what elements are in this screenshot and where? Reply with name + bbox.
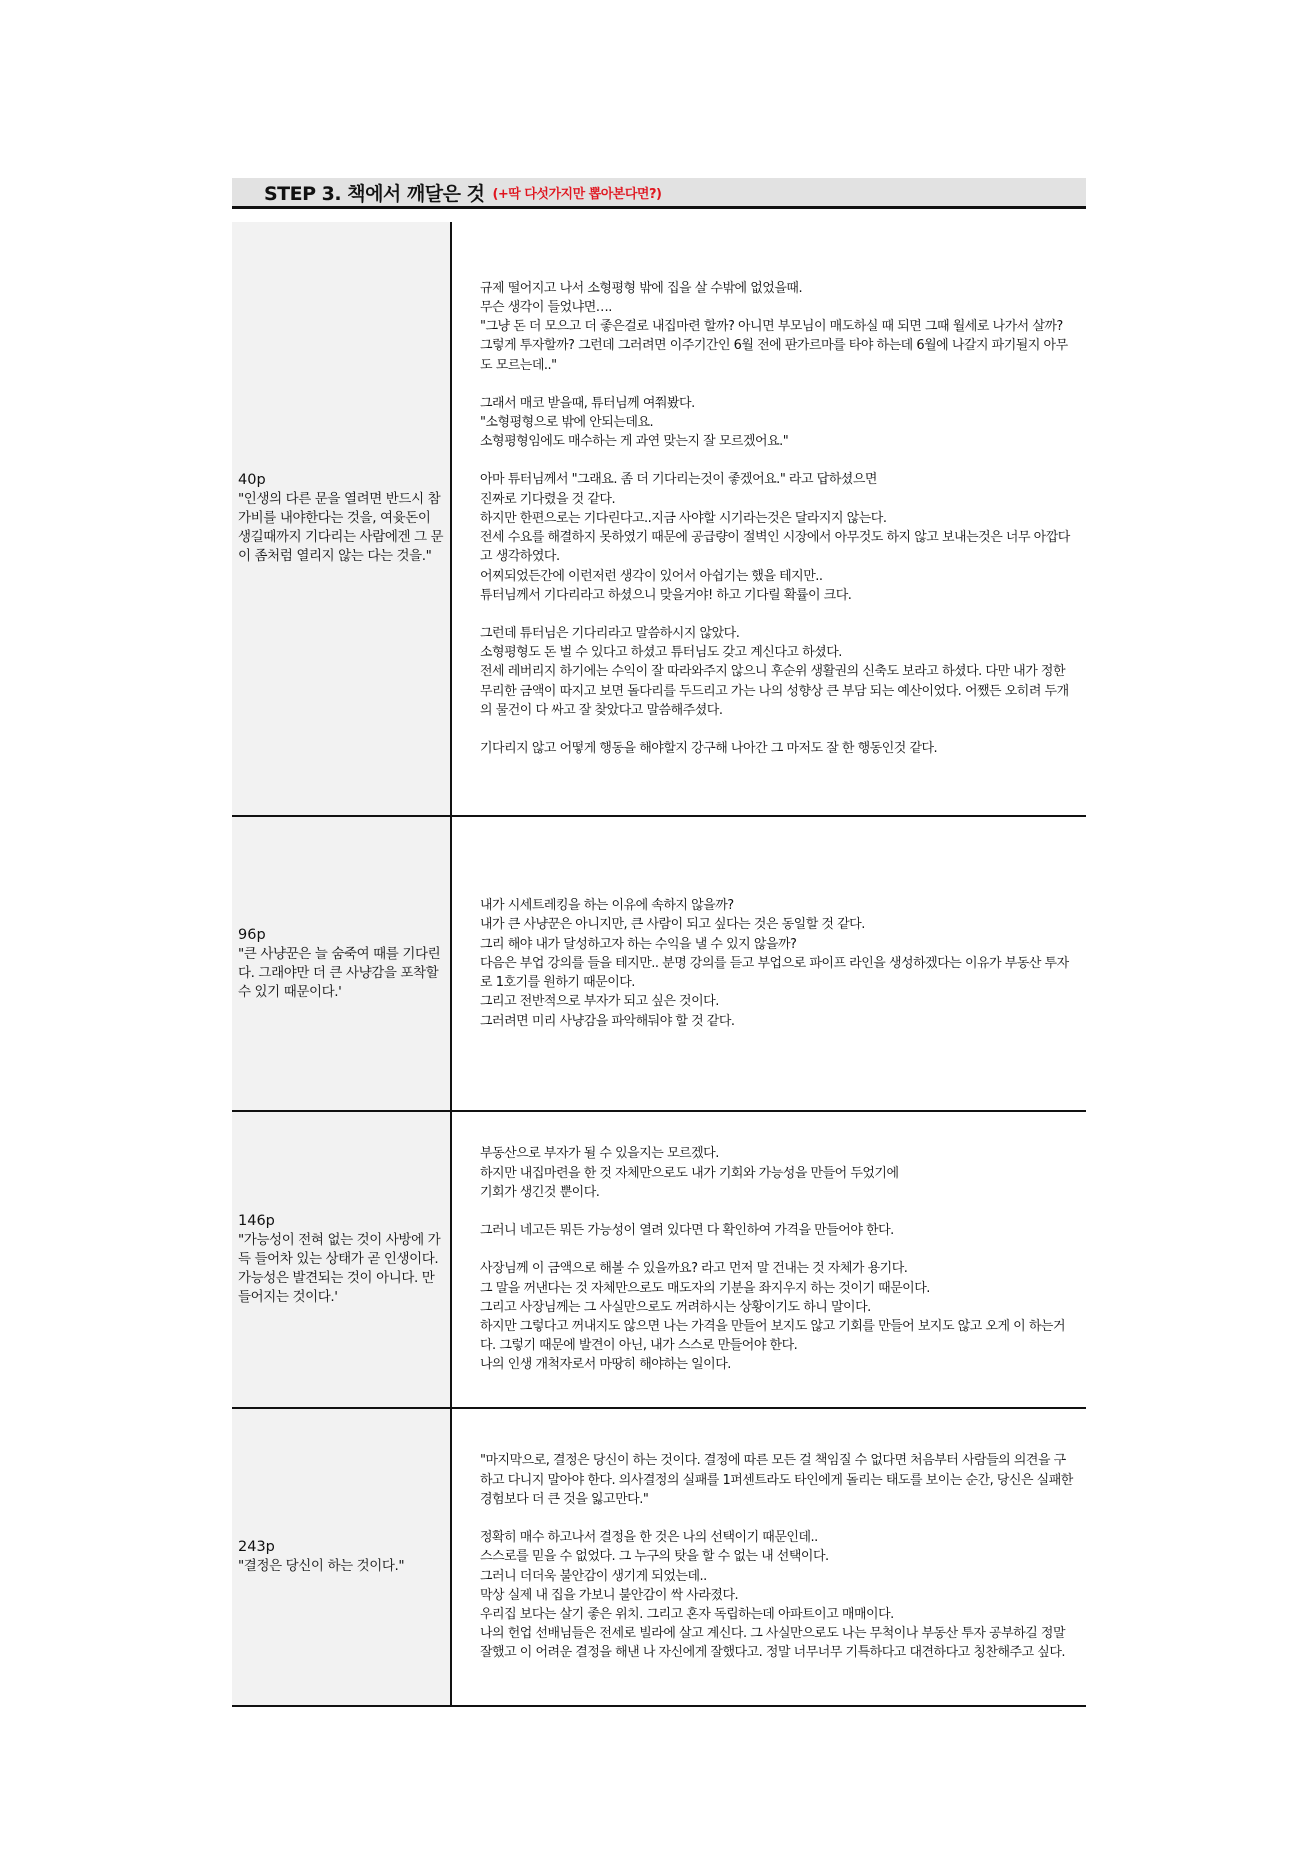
book-quote: "가능성이 전혀 없는 것이 사방에 가득 들어차 있는 상태가 곧 인생이다. 가능성은 발견되는 것이 아니다. 만들어지는 것이다.'	[238, 1232, 441, 1305]
quote-cell	[232, 1409, 452, 1705]
reflection-paragraph: 내가 시세트레킹을 하는 이유에 속하지 않을까? 내가 큰 사냥꾼은 아니지만, 큰 사람이 되고 싶다는 것은 동일할 것 같다. 그리 해야 내가 달성하고자 하는 수익을 낼 수 있지 않을까? 다음은 부업 강의를 들을 테지만.. 분명 강의를 듣고 부업으로 파이프 라인을 생성하겠다는 이유가 부동산 투자로 1호기를 원하기 때문이다. 그리고 전반적으로 부자가 되고 싶은 것이다. 그러려면 미리 사냥감을 파악해둬야 할 것 같다.	[480, 898, 1069, 1029]
table-row	[232, 222, 1086, 817]
book-quote: "결정은 당신이 하는 것이다."	[238, 1558, 405, 1574]
book-quote: "큰 사냥꾼은 늘 숨죽여 때를 기다린다. 그래야만 더 큰 사냥감을 포착할 수 있기 때문이다.'	[238, 945, 441, 1000]
reflection-cell	[452, 817, 1086, 1110]
table-row	[232, 1409, 1086, 1707]
section-header	[232, 178, 1086, 209]
page-number: 146p	[238, 1213, 275, 1229]
reflection-paragraph: 그런데 튜터님은 기다리라고 말씀하시지 않았다. 소형평형도 돈 벌 수 있다고 하셨고 튜터님도 갖고 계신다고 하셨다. 전세 레버리지 하기에는 수익이 잘 따라와주지 않으니 후순위 생활권의 신축도 보라고 하셨다. 다만 내가 정한 무리한 금액이 따지고 보면 돌다리를 두드리고 가는 나의 성향상 큰 부담 되는 예산이었다. 어쨌든 오히려 두개의 물건이 다 싸고 잘 찾았다고 말씀해주셨다.	[480, 625, 1069, 718]
quote-cell	[232, 1112, 452, 1407]
table-row	[232, 817, 1086, 1112]
reflection-paragraph: 규제 떨어지고 나서 소형평형 밖에 집을 살 수밖에 없었을때. 무슨 생각이 들었냐면…. "그냥 돈 더 모으고 더 좋은걸로 내집마련 할까? 아니면 부모님이 매도하실 때 되면 그때 월세로 나가서 살까? 그렇게 투자할까? 그런데 그러려면 이주기간인 6월 전에 판가르마를 타야 하는데 6월에 나갈지 파기될지 아무도 모르는데.."	[480, 280, 1068, 373]
reflection-cell	[452, 1112, 1086, 1407]
table-row	[232, 1112, 1086, 1409]
reflection-cell	[452, 1409, 1086, 1705]
reflection-cell	[452, 222, 1086, 815]
page-number: 243p	[238, 1539, 275, 1555]
book-quote: "인생의 다른 문을 열려면 반드시 참가비를 내야한다는 것을, 여윳돈이 생길때까지 기다리는 사람에겐 그 문이 좀처럼 열리지 않는 다는 것을."	[238, 491, 444, 564]
page-number: 40p	[238, 472, 266, 488]
reflection-paragraph: 아마 튜터님께서 "그래요. 좀 더 기다리는것이 좋겠어요." 라고 답하셨으면 진짜로 기다렸을 것 같다. 하지만 한편으로는 기다린다고..지금 사야할 시기라는것은 달라지지 않는다. 전세 수요를 해결하지 못하였기 때문에 공급량이 절벽인 시장에서 아무것도 하지 않고 보내는것은 너무 아깝다고 생각하였다. 어찌되었든간에 이런저런 생각이 있어서 아쉽기는 했을 테지만.. 튜터님께서 기다리라고 하셨으니 맞을거야! 하고 기다릴 확률이 크다.	[480, 472, 1070, 603]
reflection-paragraph: 기다리지 않고 어떻게 행동을 해야할지 강구해 나아간 그 마저도 잘 한 행동인것 같다.	[480, 740, 938, 756]
section-subtitle: (+딱 다섯가지만 뽑아본다면?)	[492, 186, 662, 202]
section-title: STEP 3. 책에서 깨달은 것	[264, 182, 485, 205]
quote-cell	[232, 222, 452, 815]
reflection-table	[232, 222, 1086, 1707]
page-number: 96p	[238, 926, 266, 943]
reflection-paragraph: 그래서 매코 받을때, 튜터님께 여쭤봤다. "소형평형으로 밖에 안되는데요. 소형평형임에도 매수하는 게 과연 맞는지 잘 모르겠어요."	[480, 395, 789, 450]
quote-cell	[232, 817, 452, 1110]
reflection-paragraph: 부동산으로 부자가 될 수 있을지는 모르겠다. 하지만 내집마련을 한 것 자체만으로도 내가 기회와 가능성을 만들어 두었기에 기회가 생긴것 뿐이다.	[480, 1146, 899, 1200]
reflection-paragraph: 정확히 매수 하고나서 결정을 한 것은 나의 선택이기 때문인데.. 스스로를 믿을 수 없었다. 그 누구의 탓을 할 수 없는 내 선택이다. 그러니 더더욱 불안감이 생기게 되었는데.. 막상 실제 내 집을 가보니 불안감이 싹 사라졌다. 우리집 보다는 살기 좋은 위치. 그리고 혼자 독립하는데 아파트이고 매매이다. 나의 헌업 선배님들은 전세로 빌라에 살고 계신다. 그 사실만으로도 나는 무척이나 부동산 투자 공부하길 정말 잘했고 이 어려운 결정을 해낸 나 자신에게 잘했다고. 정말 너무너무 기특하다고 대견하다고 칭찬해주고 싶다.	[480, 1530, 1066, 1661]
reflection-paragraph: "마지막으로, 결정은 당신이 하는 것이다. 결정에 따른 모든 걸 책임질 수 없다면 처음부터 사람들의 의견을 구하고 다니지 말아야 한다. 의사결정의 실패를 1퍼센트라도 타인에게 돌리는 태도를 보이는 순간, 당신은 실패한 경험보다 더 큰 것을 잃고만다."	[480, 1453, 1077, 1507]
reflection-paragraph: 사장님께 이 금액으로 해볼 수 있을까요? 라고 먼저 말 건내는 것 자체가 용기다. 그 말을 꺼낸다는 것 자체만으로도 매도자의 기분을 좌지우지 하는 것이기 때문이다. 그리고 사장님께는 그 사실만으로도 꺼려하시는 상황이기도 하니 말이다. 하지만 그렇다고 꺼내지도 않으면 나는 가격을 만들어 보지도 않고 기회를 만들어 보지도 않고 오게 이 하는거다. 그렇기 때문에 발견이 아닌, 내가 스스로 만들어야 한다. 나의 인생 개척자로서 마땅히 해야하는 일이다.	[480, 1261, 1066, 1373]
reflection-paragraph: 그러니 네고든 뭐든 가능성이 열려 있다면 다 확인하여 가격을 만들어야 한다.	[480, 1223, 894, 1239]
